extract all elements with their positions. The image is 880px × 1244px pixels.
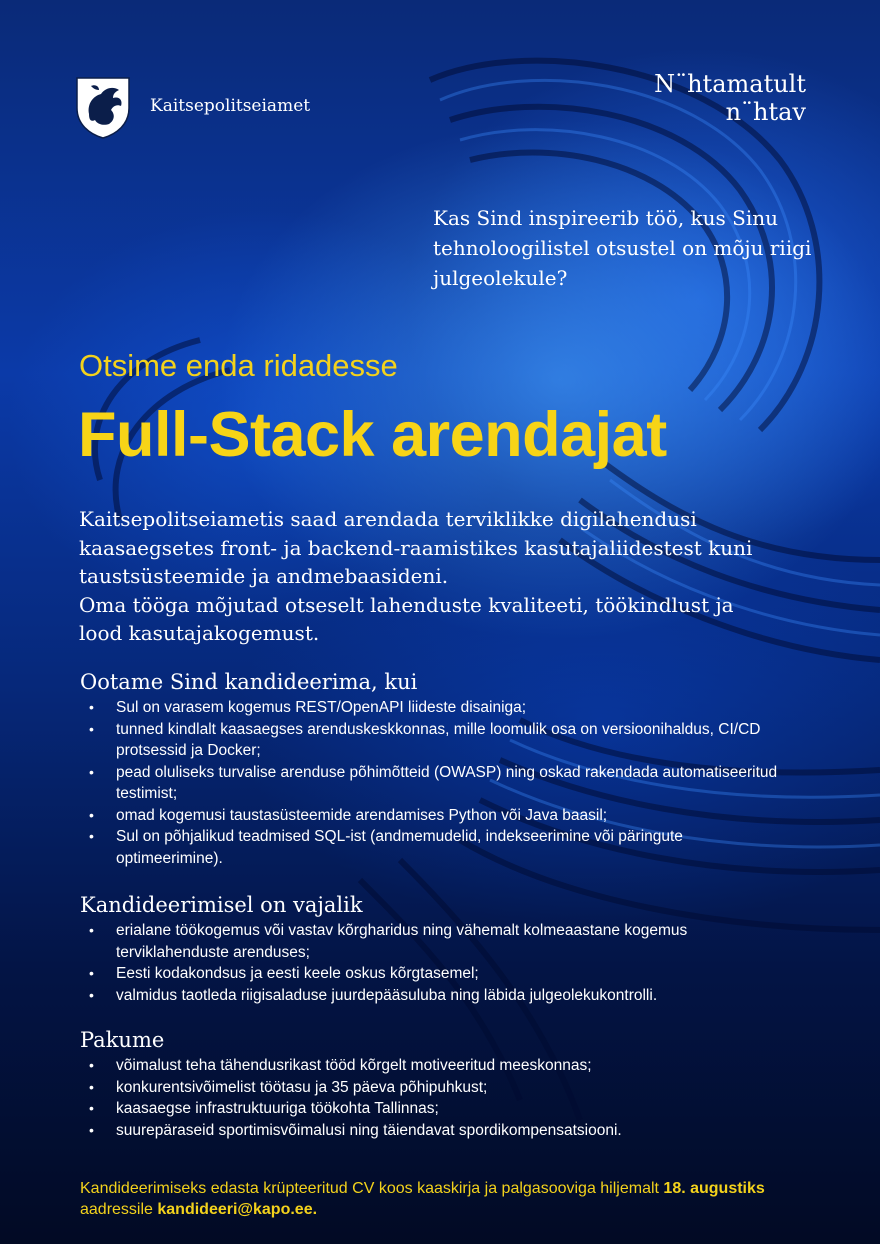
list-item: • Sul on põhjalikud teadmised SQL-ist (andmemudelid, indekseerimine või päringute optimeerimine). <box>80 826 780 869</box>
contact-email-link[interactable]: kandideeri@kapo.ee. <box>157 1201 318 1218</box>
list-item: • võimalust teha tähendusrikast tööd kõrgelt motiveeritud meeskonnas; <box>80 1055 780 1077</box>
tagline-question: Kas Sind inspireerib töö, kus Sinu tehnoloogilistel otsustel on mõju riigi julgeolekule? <box>433 206 812 290</box>
list-item: • kaasaegse infrastruktuuriga töökohta Tallinnas; <box>80 1098 780 1120</box>
intro-paragraph: Kaitsepolitseiametis saad arendada terviklikke digilahendusi kaasaegsetes front- ja backend-raamistikes kasutajaliidestest kuni taustsüsteemide ja andmebaasideni. <box>79 507 753 588</box>
list-item: • suurepäraseid sportimisvõimalusi ning täiendavat spordikompensatsiooni. <box>80 1120 780 1142</box>
section-heading: Kandideerimisel on vajalik <box>80 893 363 917</box>
requirements-list <box>80 697 780 869</box>
intro-paragraph: Oma tööga mõjutad otseselt lahenduste kvaliteeti, töökindlust ja lood kasutajakogemust. <box>79 592 734 645</box>
list-item: • Sul on varasem kogemus REST/OpenAPI liideste disainiga; <box>80 697 780 719</box>
prerequisites-section <box>80 892 780 1006</box>
slogan-line-1: N¨htamatult <box>654 70 806 98</box>
list-item: • erialane töökogemus või vastav kõrgharidus ning vähemalt kolmeaastane kogemus terviklahenduste arenduses; <box>80 920 780 963</box>
list-item: • Eesti kodakondsus ja eesti keele oskus kõrgtasemel; <box>80 963 780 985</box>
offer-section <box>80 1027 780 1141</box>
application-deadline: 18. augustiks <box>663 1180 765 1197</box>
intro-text <box>79 505 779 648</box>
application-instructions <box>80 1178 800 1220</box>
list-item: • omad kogemusi taustasüsteemide arendamises Python või Java baasil; <box>80 805 780 827</box>
section-heading: Pakume <box>80 1028 165 1052</box>
kapo-crest-logo <box>73 74 133 140</box>
section-heading: Ootame Sind kandideerima, kui <box>80 670 418 694</box>
footer-text: aadressile <box>80 1201 158 1218</box>
organization-name: Kaitsepolitseiamet <box>150 96 311 116</box>
footer-text: Kandideerimiseks edasta krüpteeritud CV koos kaaskirja ja palgasooviga hiljemalt <box>80 1180 664 1197</box>
list-item: • valmidus taotleda riigisaladuse juurdepääsuluba ning läbida julgeolekukontrolli. <box>80 985 780 1007</box>
list-item: • tunned kindlalt kaasaegses arenduskeskkonnas, mille loomulik osa on versioonihaldus, CI/CD protsessid ja Docker; <box>80 719 780 762</box>
slogan-line-2: n¨htav <box>725 98 806 126</box>
offer-list <box>80 1055 780 1141</box>
requirements-section <box>80 669 780 869</box>
subtitle: Otsime enda ridadesse <box>79 348 398 383</box>
list-item: • konkurentsivõimelist töötasu ja 35 päeva põhipuhkust; <box>80 1077 780 1099</box>
slogan <box>654 70 806 126</box>
prerequisites-list <box>80 920 780 1006</box>
list-item: • pead oluliseks turvalise arenduse põhimõtteid (OWASP) ning oskad rakendada automatiseeritud testimist; <box>80 762 780 805</box>
job-title: Full-Stack arendajat <box>78 400 667 470</box>
